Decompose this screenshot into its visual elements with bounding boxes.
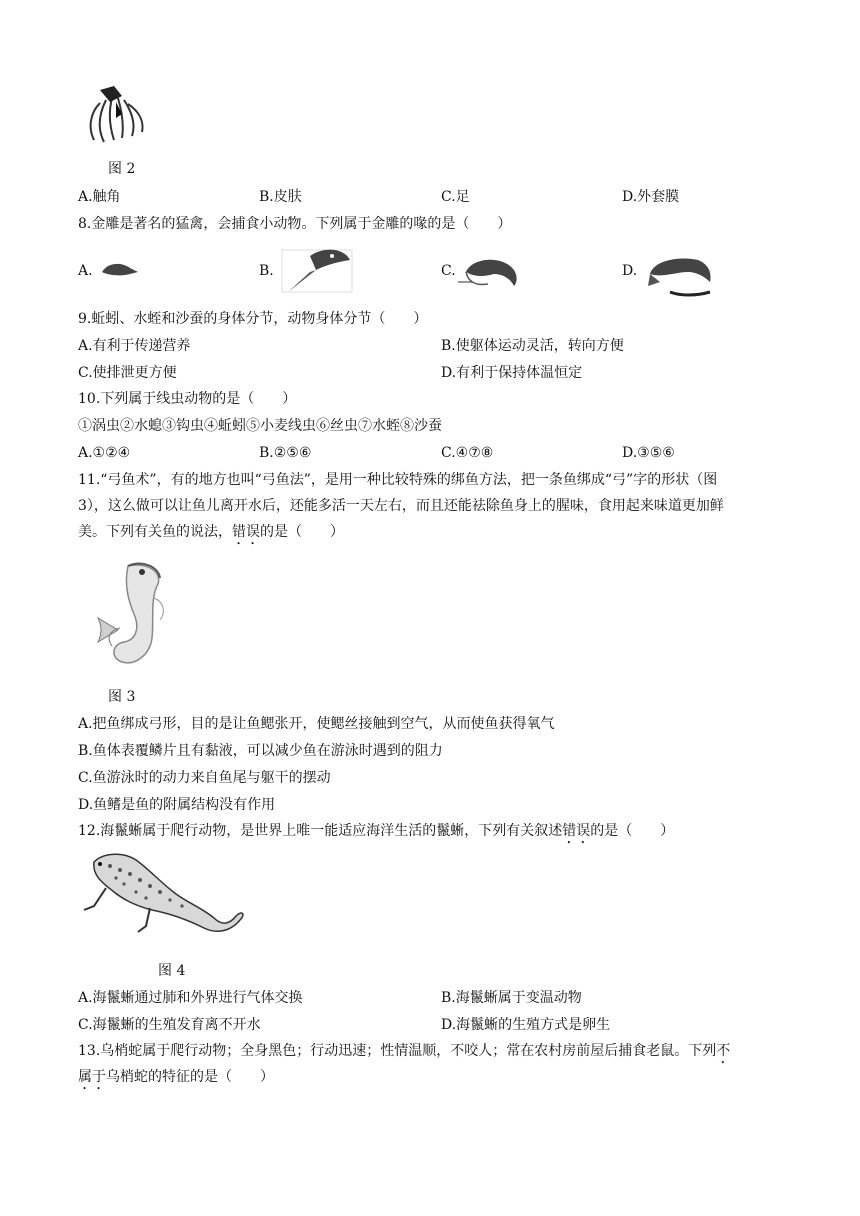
- q11-stem-line-3: [78, 523, 344, 548]
- q7-option-a: A.触角: [78, 189, 121, 205]
- q12-emphasis: 错误: [562, 823, 591, 839]
- q9-option-d: D.有利于保持体温恒定: [441, 365, 583, 381]
- beak-a-image: [98, 258, 142, 280]
- q13-emphasis-belong: 属于: [78, 1069, 106, 1085]
- q12-option-a: A.海鬣蜥通过肺和外界进行气体交换: [78, 990, 303, 1006]
- q11-option-d: D.鱼鳍是鱼的附属结构没有作用: [78, 797, 276, 813]
- q11-stem-line-1: 11.“弓鱼术”，有的地方也叫“弓鱼法”，是用一种比较特殊的绑鱼方法，把一条鱼绑成“弓”字的形状（图: [78, 472, 718, 488]
- q10-list: ①涡虫②水螅③钩虫④蚯蚓⑤小麦线虫⑥丝虫⑦水蛭⑧沙蚕: [78, 418, 442, 434]
- q10-option-d: D.③⑤⑥: [622, 445, 675, 461]
- q10-option-a: A.①②④: [78, 445, 131, 461]
- q8-stem: 8.金雕是著名的猛禽，会捕食小动物。下列属于金雕的喙的是（ ）: [78, 216, 512, 232]
- q7-option-c: C.足: [441, 189, 470, 205]
- q10-option-c: C.④⑦⑧: [441, 445, 494, 461]
- figure-2-caption: 图 2: [108, 161, 136, 177]
- figure-4-marine-iguana-image: [80, 848, 246, 948]
- q9-option-b: B.使躯体运动灵活，转向方便: [441, 338, 624, 354]
- figure-4-caption: 图 4: [158, 963, 186, 979]
- q9-option-c: C.使排泄更方便: [78, 365, 177, 381]
- q8-option-d: D.: [622, 263, 638, 279]
- q11-option-a: A.把鱼绑成弓形，目的是让鱼鳃张开，使鳃丝接触到空气，从而使鱼获得氧气: [78, 716, 555, 732]
- q9-stem: 9.蚯蚓、水蛭和沙蚕的身体分节，动物身体分节（ ）: [78, 311, 428, 327]
- q12-option-c: C.海鬣蜥的生殖发育离不开水: [78, 1017, 261, 1033]
- q8-option-a: A.: [78, 263, 93, 279]
- beak-d-image: [640, 252, 716, 300]
- q13-stem-line-2-post: 乌梢蛇的特征的是（ ）: [106, 1069, 274, 1085]
- figure-2-image: [80, 78, 152, 148]
- q9-option-a: A.有利于传递营养: [78, 338, 191, 354]
- q12-stem: [78, 822, 674, 847]
- q13-stem-line-1: [78, 1042, 730, 1067]
- q11-stem-line-2: 3），这么做可以让鱼儿离开水后，还能多活一天左右，而且还能祛除鱼身上的腥味，食用起来味道更加鲜: [78, 498, 724, 514]
- q11-stem-line-3-pre: 美。下列有关鱼的说法，: [78, 524, 232, 540]
- q13-stem-line-1-pre: 13.乌梢蛇属于爬行动物；全身黑色；行动迅速；性情温顺，不咬人；常在农村房前屋后捕食老鼠。下列: [78, 1043, 717, 1059]
- q7-option-d: D.外套膜: [622, 189, 680, 205]
- beak-c-image: [458, 252, 524, 292]
- beak-b-image: [280, 244, 356, 296]
- figure-3-bowed-fish-image: [80, 558, 180, 674]
- q12-option-d: D.海鬣蜥的生殖方式是卵生: [441, 1017, 611, 1033]
- q7-option-b: B.皮肤: [259, 189, 302, 205]
- q12-stem-post: 的是（ ）: [590, 823, 675, 839]
- q12-stem-pre: 12.海鬣蜥属于爬行动物，是世界上唯一能适应海洋生活的鬣蜥，下列有关叙述: [78, 823, 563, 839]
- q12-option-b: B.海鬣蜥属于变温动物: [441, 990, 582, 1006]
- q8-option-b: B.: [259, 263, 274, 279]
- q8-option-c: C.: [441, 263, 456, 279]
- q10-option-b: B.②⑤⑥: [259, 445, 312, 461]
- q10-stem: 10.下列属于线虫动物的是（ ）: [78, 391, 297, 407]
- q11-emphasis: 错误: [232, 524, 260, 540]
- q11-option-b: B.鱼体表覆鳞片且有黏液，可以减少鱼在游泳时遇到的阻力: [78, 743, 443, 759]
- q11-stem-line-3-post: 的是（ ）: [260, 524, 344, 540]
- q13-emphasis-not: 不: [716, 1043, 731, 1059]
- q13-stem-line-2: [78, 1068, 274, 1093]
- q11-option-c: C.鱼游泳时的动力来自鱼尾与躯干的摆动: [78, 770, 331, 786]
- figure-3-caption: 图 3: [108, 689, 136, 705]
